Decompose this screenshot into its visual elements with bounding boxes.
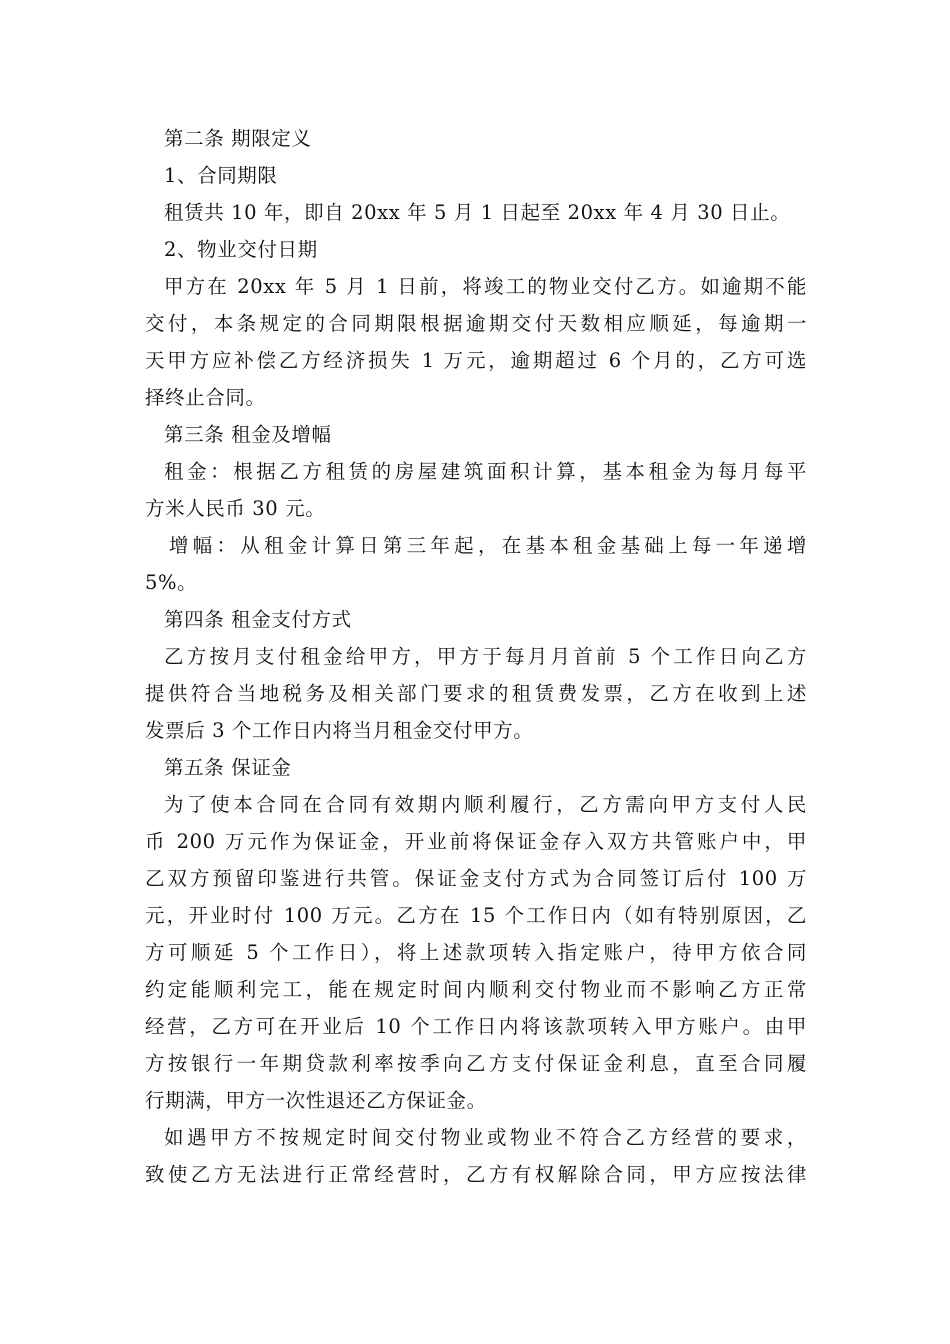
document-body: [145, 120, 807, 1193]
paragraph-line: 币 200 万元作为保证金，开业前将保证金存入双方共管账户中，甲: [145, 830, 807, 853]
paragraph-line: 经营，乙方可在开业后 10 个工作日内将该款项转入甲方账户。由甲: [145, 1015, 807, 1038]
paragraph-line: 行期满，甲方一次性退还乙方保证金。: [145, 1089, 487, 1112]
paragraph-line: 发票后 3 个工作日内将当月租金交付甲方。: [145, 719, 534, 742]
paragraph-line: 租金：根据乙方租赁的房屋建筑面积计算，基本租金为每月每平: [164, 460, 807, 483]
paragraph-line: 乙双方预留印鉴进行共管。保证金支付方式为合同签订后付 100 万: [145, 867, 807, 890]
article-4-heading: 第四条 租金支付方式: [164, 608, 352, 631]
paragraph-line: 如遇甲方不按规定时间交付物业或物业不符合乙方经营的要求，: [164, 1126, 807, 1149]
paragraph-line: 5%。: [145, 571, 198, 594]
section-1-heading: 1、合同期限: [164, 164, 278, 187]
paragraph-line: 方米人民币 30 元。: [145, 497, 326, 520]
paragraph-line: 方按银行一年期贷款利率按季向乙方支付保证金利息，直至合同履: [145, 1052, 807, 1075]
paragraph-line: 乙方按月支付租金给甲方，甲方于每月月首前 5 个工作日向乙方: [164, 645, 807, 668]
paragraph-line: 元，开业时付 100 万元。乙方在 15 个工作日内（如有特别原因，乙: [145, 904, 807, 927]
paragraph-line: 租赁共 10 年，即自 20xx 年 5 月 1 日起至 20xx 年 4 月 30 日止。: [164, 201, 791, 224]
paragraph-line: 天甲方应补偿乙方经济损失 1 万元，逾期超过 6 个月的，乙方可选: [145, 349, 807, 372]
paragraph-line: 方可顺延 5 个工作日），将上述款项转入指定账户，待甲方依合同: [145, 941, 807, 964]
article-3-heading: 第三条 租金及增幅: [164, 423, 332, 446]
paragraph-line: 提供符合当地税务及相关部门要求的租赁费发票，乙方在收到上述: [145, 682, 807, 705]
article-5-heading: 第五条 保证金: [164, 756, 292, 779]
paragraph-line: 择终止合同。: [145, 386, 266, 409]
paragraph-line: 致使乙方无法进行正常经营时，乙方有权解除合同，甲方应按法律: [145, 1163, 807, 1186]
paragraph-line: 交付，本条规定的合同期限根据逾期交付天数相应顺延，每逾期一: [145, 312, 807, 335]
paragraph-line: 甲方在 20xx 年 5 月 1 日前，将竣工的物业交付乙方。如逾期不能: [164, 275, 807, 298]
paragraph-line: 增幅：从租金计算日第三年起，在基本租金基础上每一年递增: [169, 534, 807, 557]
paragraph-line: 为了使本合同在合同有效期内顺利履行，乙方需向甲方支付人民: [164, 793, 807, 816]
article-2-heading: 第二条 期限定义: [164, 127, 312, 150]
section-2-heading: 2、物业交付日期: [164, 238, 318, 261]
paragraph-line: 约定能顺利完工，能在规定时间内顺利交付物业而不影响乙方正常: [145, 978, 807, 1001]
